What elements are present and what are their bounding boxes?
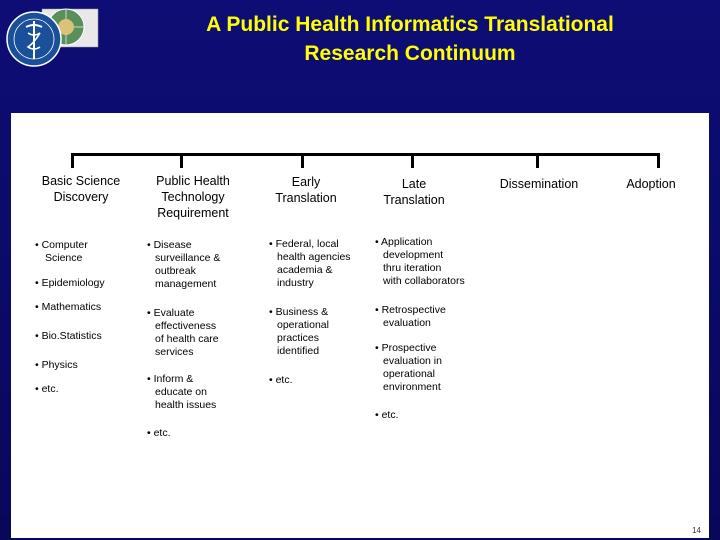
stage-label: Adoption — [626, 177, 676, 191]
list-item — [269, 306, 329, 358]
timeline-tick — [301, 153, 304, 168]
stage-label: Translation — [275, 191, 337, 205]
list-item-line: Science — [45, 252, 83, 264]
list-item — [35, 330, 102, 343]
stage-basic-science — [21, 173, 141, 205]
timeline-tick — [536, 153, 539, 168]
timeline-bar — [71, 153, 660, 156]
list-item-line: • Evaluate — [147, 307, 195, 319]
timeline-tick — [411, 153, 414, 168]
list-item — [147, 239, 220, 291]
list-item-line: • Prospective — [375, 342, 437, 354]
list-item — [35, 359, 78, 372]
page-number: 14 — [692, 526, 701, 535]
list-item-line: • etc. — [147, 427, 171, 439]
slide-title-line-1: A Public Health Informatics Translational — [206, 13, 614, 36]
list-item-line: health agencies — [277, 251, 351, 263]
list-item-line: practices — [277, 332, 320, 344]
timeline-tick — [657, 153, 660, 168]
list-item-line: industry — [277, 277, 314, 289]
list-item-line: • Epidemiology — [35, 277, 105, 289]
list-item-line: • Bio.Statistics — [35, 330, 102, 342]
list-item-line: services — [155, 346, 194, 358]
timeline-tick — [180, 153, 183, 168]
list-item-line: outbreak — [155, 265, 196, 277]
list-item-line: • Business & — [269, 306, 329, 318]
stage-label: Late — [401, 177, 427, 191]
list-item-line: surveillance & — [155, 252, 221, 264]
stage-early-translation — [246, 174, 366, 206]
list-item-line: • Disease — [147, 239, 192, 251]
list-item-line: • Retrospective — [375, 304, 446, 316]
list-item — [375, 304, 446, 330]
list-item-line: educate on — [155, 386, 207, 398]
list-item-line: • Mathematics — [35, 301, 102, 313]
stage-label: Requirement — [157, 206, 229, 220]
list-item — [375, 342, 442, 394]
list-item-line: • etc. — [375, 409, 399, 421]
list-item — [147, 427, 171, 440]
public-health-seal-logo-icon — [4, 3, 102, 69]
seal-logo — [4, 3, 102, 69]
list-item-line: of health care — [155, 333, 219, 345]
timeline-tick — [71, 153, 74, 168]
list-item-line: • Application — [375, 236, 433, 248]
stage-public-health-technology — [133, 173, 253, 221]
list-item — [35, 301, 101, 314]
list-item-line: operational — [383, 368, 435, 380]
content-panel — [11, 113, 709, 538]
stage-label: Dissemination — [499, 177, 579, 191]
list-item-line: environment — [383, 381, 441, 393]
list-item-line: • Federal, local — [269, 238, 339, 250]
list-item-line: • Computer — [35, 239, 88, 251]
stage-late-translation — [354, 176, 474, 208]
list-item-line: academia & — [277, 264, 333, 276]
list-item — [35, 277, 105, 290]
list-item-line: evaluation in — [383, 355, 442, 367]
slide-title — [110, 10, 710, 68]
list-item — [35, 383, 59, 396]
stage-dissemination — [479, 176, 599, 192]
list-item-line: thru iteration — [383, 262, 442, 274]
stage-label: Discovery — [53, 190, 109, 204]
list-item-line: effectiveness — [155, 320, 217, 332]
stage-label: Technology — [161, 190, 225, 204]
list-item-line: with collaborators — [383, 275, 465, 287]
list-item — [375, 236, 465, 288]
list-item-line: development — [383, 249, 444, 261]
stage-label: Early — [291, 175, 321, 189]
stage-adoption — [601, 176, 701, 192]
stage-label: Translation — [383, 193, 445, 207]
list-item-line: • Inform & — [147, 373, 194, 385]
list-item-line: identified — [277, 345, 320, 357]
slide-title-line-2: Research Continuum — [304, 42, 516, 65]
list-item — [269, 374, 293, 387]
list-item-line: health issues — [155, 399, 217, 411]
list-item — [269, 238, 351, 290]
list-item-line: evaluation — [383, 317, 431, 329]
list-item-line: • etc. — [35, 383, 59, 395]
list-item-line: operational — [277, 319, 329, 331]
list-item — [375, 409, 399, 422]
list-item — [147, 307, 219, 359]
list-item — [35, 239, 88, 265]
list-item-line: • etc. — [269, 374, 293, 386]
list-item-line: • Physics — [35, 359, 78, 371]
list-item — [147, 373, 216, 412]
list-item-line: management — [155, 278, 217, 290]
stage-label: Public Health — [156, 174, 230, 188]
stage-label: Basic Science — [41, 174, 121, 188]
